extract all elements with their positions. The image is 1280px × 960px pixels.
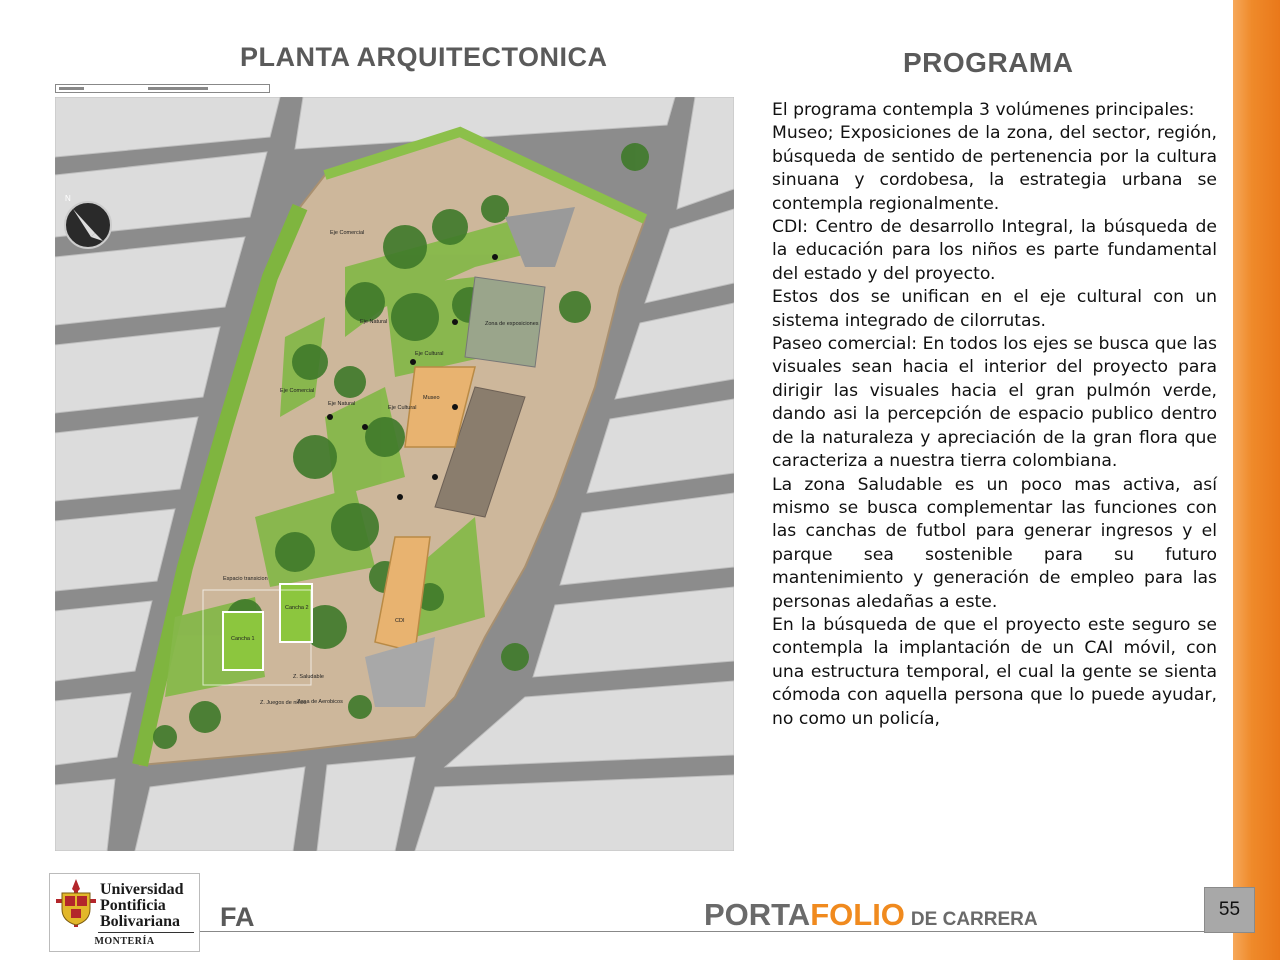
label-zona-saludable: Z. Saludable [293, 674, 324, 680]
university-name: Universidad Pontificia Bolivariana [100, 881, 184, 930]
portafolio-part-2: FOLIO [810, 897, 905, 932]
label-eje-cultural-1: Eje Cultural [415, 351, 444, 357]
university-city: MONTERÍA [94, 936, 155, 947]
plan-title: PLANTA ARQUITECTONICA [240, 42, 608, 72]
svg-text:N: N [65, 194, 71, 203]
page-number: 55 [1204, 887, 1255, 933]
orange-side-bar [1233, 0, 1280, 960]
portafolio-title [704, 897, 1038, 933]
program-text [772, 99, 1217, 731]
paragraph-zona-saludable: La zona Saludable es un poco mas activa, así mismo se busca complementar las funciones con las canchas de futbol para generar ingresos y el parque sea sostenible para su futuro mantenimiento y generación de empleo para las personas aledañas a este. [772, 474, 1217, 612]
label-zona-exposiciones: Zona de exposiciones [485, 321, 539, 327]
label-cancha-1: Cancha 1 [231, 636, 255, 642]
label-juegos-ninos: Z. Juegos de niños [260, 700, 307, 706]
label-cancha-2: Cancha 2 [285, 605, 309, 611]
paragraph-cdi: CDI: Centro de desarrollo Integral, la búsqueda de la educación para los niños es parte fundamental del estado y del proyecto. [772, 217, 1217, 284]
label-eje-natural-1: Eje Natural [360, 319, 388, 325]
faculty-abbreviation: FA [220, 902, 255, 932]
paragraph-paseo-comercial: Paseo comercial: En todos los ejes se busca que las visuales sean hacia el interior del proyecto para dirigir las visuales hacia el gran pulmón verde, dando asi la percepción de espacio publico dentro de la naturaleza y apreciación de la gran flora que caracteriza a nuestra tierra colombiana. [772, 334, 1217, 472]
label-eje-comercial-top: Eje Comercial [330, 230, 365, 236]
label-espacio-transicion: Espacio transicion [223, 576, 268, 582]
label-cdi: CDI [395, 618, 405, 624]
label-zona-aerobicos: Zona de Aerobicos [297, 699, 343, 705]
cancha-2-court [280, 584, 312, 642]
scale-bar [55, 84, 270, 93]
label-museo: Museo [423, 395, 440, 401]
label-eje-comercial-left: Eje Comercial [280, 388, 315, 394]
portafolio-part-1: PORTA [704, 897, 811, 932]
label-eje-natural-2: Eje Natural [328, 401, 356, 407]
label-eje-cultural-2: Eje Cultural [388, 405, 417, 411]
paragraph-cai: En la búsqueda de que el proyecto este seguro se contempla la implantación de un CAI móvil, con una estructura temporal, el cual la gente se sienta cómoda con aquella persona que lo puede ayudar, no como un policía, [772, 614, 1217, 729]
university-logo [49, 873, 200, 952]
university-shield-icon [54, 879, 98, 927]
portafolio-part-3: DE CARRERA [910, 909, 1038, 930]
paragraph-eje-cultural: Estos dos se unifican en el eje cultural con un sistema integrado de cilorrutas. [772, 287, 1217, 331]
site-plan-image [55, 97, 734, 851]
program-title: PROGRAMA [903, 47, 1074, 78]
paragraph-museo: Museo; Exposiciones de la zona, del sector, región, búsqueda de sentido de pertenencia por la cultura sinuana y cordobesa, la estrategia urbana se contempla regionalmente. [772, 123, 1217, 214]
paragraph-intro: El programa contempla 3 volúmenes principales: [772, 100, 1195, 120]
